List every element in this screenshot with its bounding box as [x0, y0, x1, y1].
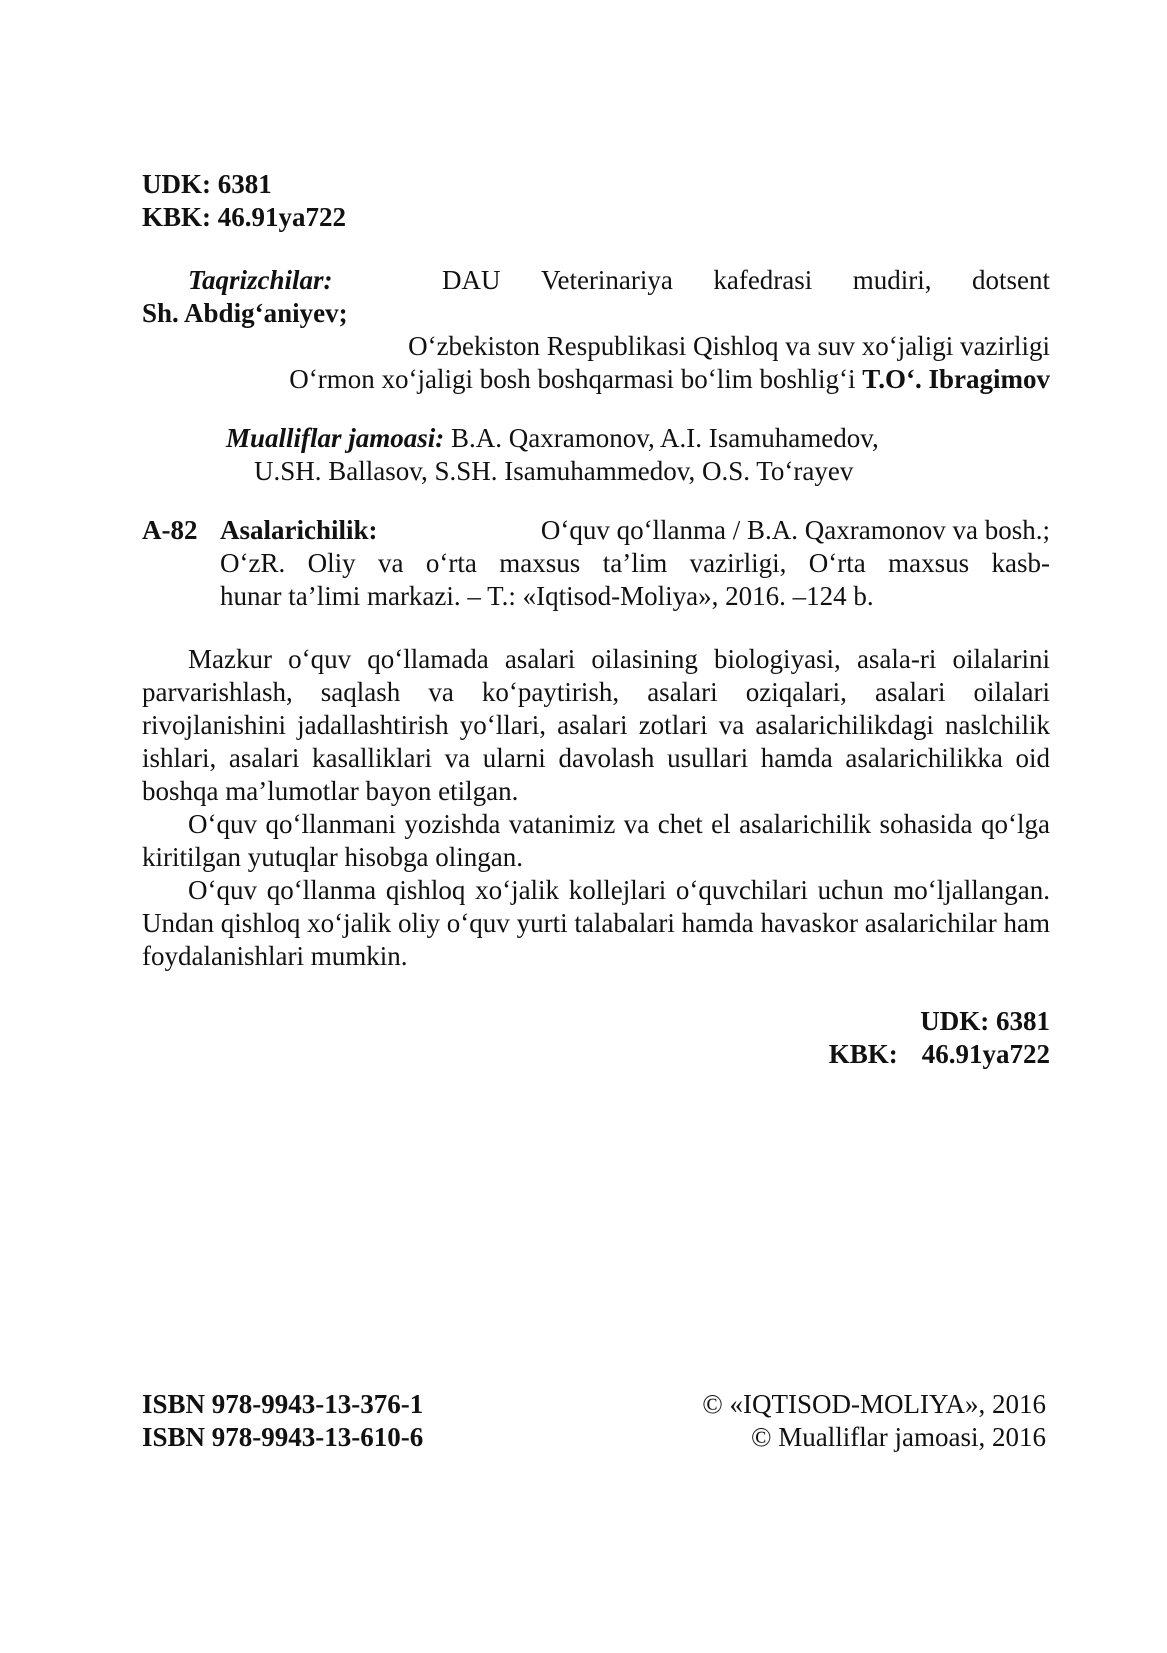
reviewer-2-organization: O‘zbekiston Respublikasi Qishloq va suv xo‘jaligi vazirligi — [408, 331, 1050, 361]
author-mark: A-82 — [142, 515, 198, 545]
reviewer-2-name: T.O‘. Ibragimov — [862, 364, 1050, 394]
publication-footer — [142, 1388, 1050, 1454]
book-title: Asalarichilik: — [220, 515, 378, 545]
abstract — [142, 643, 1050, 973]
document-page — [142, 168, 1050, 1071]
reviewer-1-position: DAU Veterinariya kafedrasi mudiri, dotsent — [442, 265, 1050, 295]
classification-codes-bottom — [142, 1005, 1050, 1071]
copyright-publisher: © «IQTISOD-MOLIYA», 2016 — [702, 1389, 1046, 1419]
abstract-paragraph: O‘quv qo‘llanma qishloq xo‘jalik kollejlari o‘quvchilari uchun mo‘ljallangan. Undan qishloq xo‘jalik oliy o‘quv yurti talabalari hamda havaskor asalarichilar ham foydalanishlari mumkin. — [142, 875, 1050, 971]
copyright-authors: © Mualliflar jamoasi, 2016 — [751, 1422, 1046, 1452]
udk-code-bottom: UDK: 6381 — [920, 1006, 1050, 1036]
kbk-code: KBK: 46.91ya722 — [142, 202, 347, 232]
authors-line-1: Mualliflar jamoasi: B.A. Qaxramonov, A.I. Isamuhamedov, — [226, 423, 879, 453]
reviewer-2-position: O‘rmon xo‘jaligi bosh boshqarmasi bo‘lim boshlig‘i T.O‘. Ibragimov — [289, 364, 1050, 394]
isbn-1: ISBN 978-9943-13-376-1 — [142, 1389, 424, 1419]
reviewers-line-1 — [142, 264, 1050, 297]
authors-block — [142, 422, 1050, 488]
bibliographic-record — [142, 514, 1050, 613]
reviewers-block — [142, 264, 1050, 396]
kbk-code-bottom: KBK: 46.91ya722 — [828, 1039, 1050, 1069]
abstract-paragraph: Mazkur o‘quv qo‘llamada asalari oilasining biologiyasi, asala-ri oilalarini parvarishlash, saqlash va ko‘paytirish, asalari oziqalari, asalari oilalari rivojlanishini jadallashtirish yo‘llari, asalari zotlari va asalarichilikdagi naslchilik ishlari, asalari kasalliklari va ularni davolash usullari hamda asalarichilikka oid boshqa ma’lumotlar bayon etilgan. — [142, 644, 1050, 806]
authors-label: Mualliflar jamoasi: — [226, 423, 445, 453]
isbn-2: ISBN 978-9943-13-610-6 — [142, 1422, 424, 1452]
copyright-notice — [702, 1388, 1050, 1454]
abstract-paragraph: O‘quv qo‘llanmani yozishda vatanimiz va chet el asalarichilik sohasida qo‘lga kiritilgan yutuqlar hisobga olingan. — [142, 809, 1050, 872]
udk-code: UDK: 6381 — [142, 169, 272, 199]
isbn-numbers — [142, 1388, 423, 1454]
classification-codes — [142, 168, 1050, 234]
bibliographic-description: Asalarichilik: O‘quv qo‘llanma / B.A. Qaxramonov va bosh.; O‘zR. Oliy va o‘rta maxsus ta’lim vazirligi, O‘rta maxsus kasb- hunar ta’limi markazi. – T.: «Iqtisod-Moliya», 2016. –124 b. — [220, 515, 1050, 611]
reviewers-label: Taqrizchilar: — [188, 265, 333, 295]
authors-line-2: U.SH. Ballasov, S.SH. Isamuhammedov, O.S. To‘rayev — [254, 456, 854, 486]
reviewer-1-name: Sh. Abdig‘aniyev; — [142, 298, 348, 328]
